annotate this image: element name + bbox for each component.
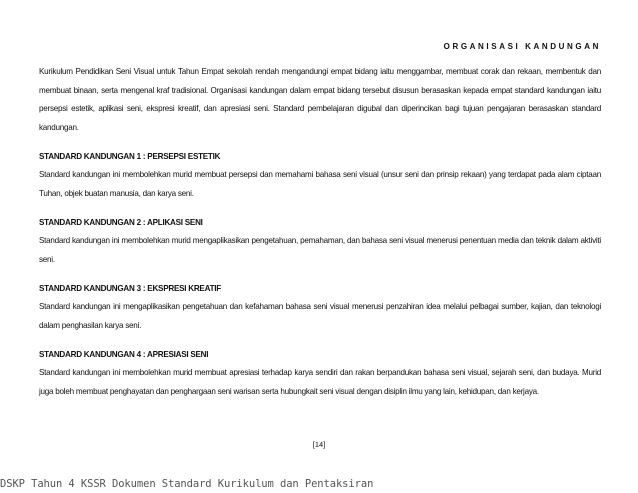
section-heading: STANDARD KANDUNGAN 2 : APLIKASI SENI (39, 218, 203, 227)
section-paragraph: Standard kandungan ini membolehkan murid membuat apresiasi terhadap karya sendiri dan rakan berpandukan bahasa seni visual, sejarah seni, dan budaya. Murid juga boleh membuat penghayatan dan penghargaan seni warisan serta hubungkait seni visual dengan disiplin ilmu yang lain, kehidupan, dan kerjaya. (39, 368, 601, 396)
section-standard-2 (39, 215, 601, 269)
page-number: [14] (312, 440, 326, 449)
footer-caption: DSKP Tahun 4 KSSR Dokumen Standard Kurikulum dan Pentaksiran (0, 478, 374, 490)
page-title: ORGANISASI KANDUNGAN (443, 42, 601, 51)
section-standard-3 (39, 281, 601, 335)
intro-paragraph: Kurikulum Pendidikan Seni Visual untuk Tahun Empat sekolah rendah mengandungi empat bidang iaitu menggambar, membuat corak dan rekaan, membentuk dan membuat binaan, serta mengenal kraf tradisional. Organisasi kandungan dalam empat bidang tersebut disusun berasaskan kepada empat standard kandungan iaitu persepsi estetik, aplikasi seni, ekspresi kreatif, dan apresiasi seni. Standard pembelajaran digubal dan diperincikan bagi tujuan pengajaran berasaskan standard kandungan. (39, 67, 601, 132)
section-standard-1 (39, 149, 601, 203)
section-paragraph: Standard kandungan ini mengaplikasikan pengetahuan dan kefahaman bahasa seni visual menerusi penzahiran idea melalui pelbagai sumber, kajian, dan teknologi dalam penghasilan karya seni. (39, 302, 601, 330)
section-paragraph: Standard kandungan ini membolehkan murid membuat persepsi dan memahami bahasa seni visual (unsur seni dan prinsip rekaan) yang terdapat pada alam ciptaan Tuhan, objek buatan manusia, dan karya seni. (39, 170, 601, 198)
section-paragraph: Standard kandungan ini membolehkan murid mengaplikasikan pengetahuan, pemahaman, dan bahasa seni visual menerusi penentuan media dan teknik dalam aktiviti seni. (39, 236, 601, 264)
section-standard-4 (39, 347, 601, 401)
section-heading: STANDARD KANDUNGAN 3 : EKSPRESI KREATIF (39, 284, 221, 293)
section-heading: STANDARD KANDUNGAN 1 : PERSEPSI ESTETIK (39, 152, 221, 161)
content-body (39, 63, 601, 401)
section-heading: STANDARD KANDUNGAN 4 : APRESIASI SENI (39, 350, 209, 359)
